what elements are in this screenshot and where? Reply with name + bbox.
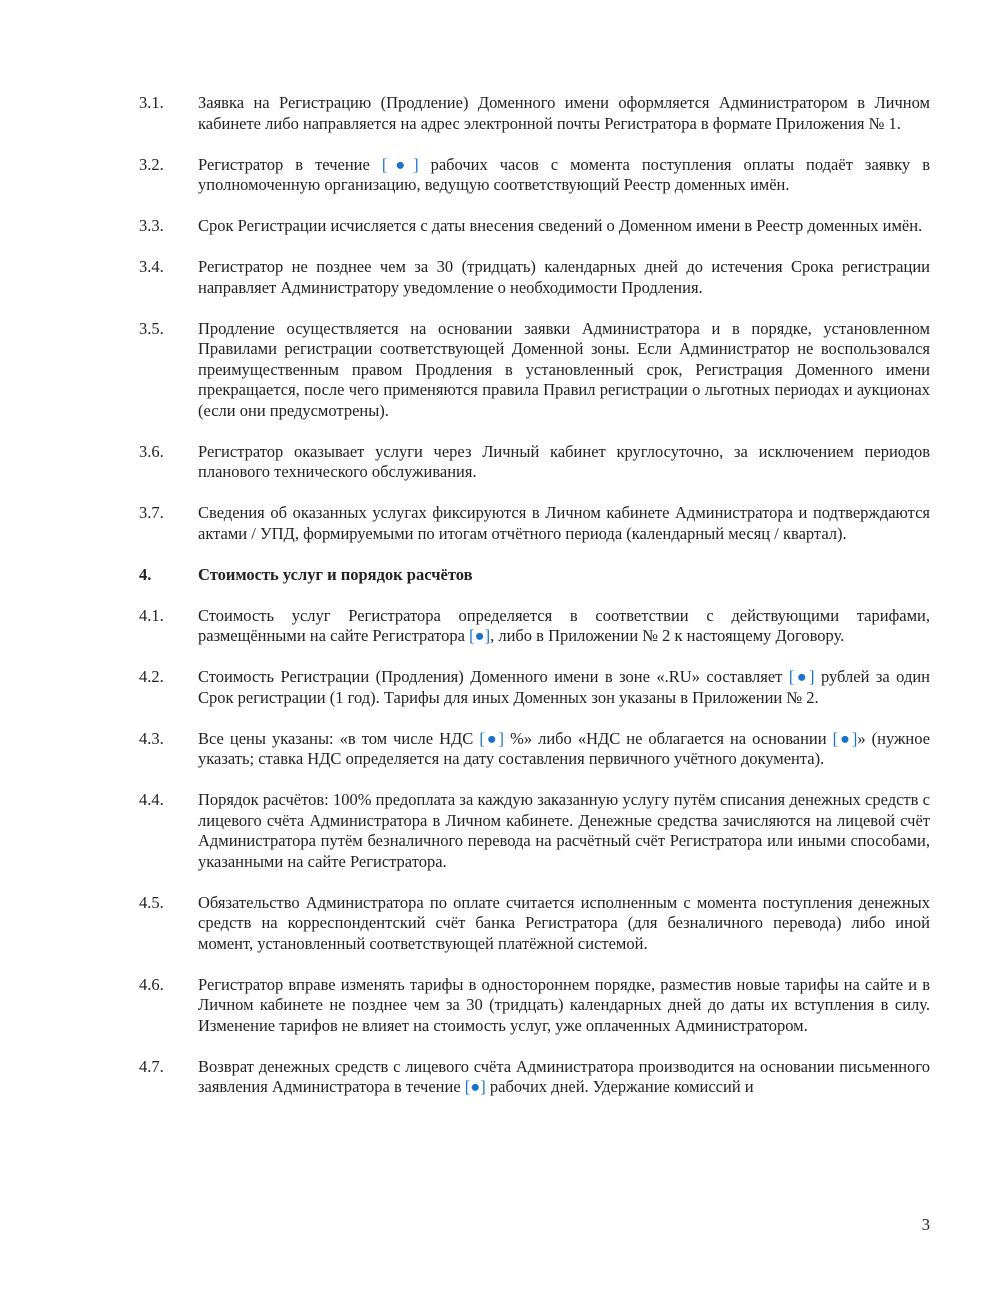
clause-text bbox=[198, 606, 930, 647]
placeholder-field: [●] bbox=[832, 728, 858, 748]
clause-text-fragment: Стоимость Регистрации (Продления) Доменного имени в зоне «.RU» составляет bbox=[198, 667, 789, 686]
clause-text-fragment: рублей за один Срок регистрации (1 год). Тарифы для иных Доменных зон указаны в Приложении № 2. bbox=[198, 667, 930, 707]
clause-text-fragment: рабочих дней. Удержание комиссий и bbox=[485, 1077, 754, 1096]
clause-text-fragment: Регистратор не позднее чем за 30 (тридцать) календарных дней до истечения Срока регистрации направляет Администратору уведомление о необходимости Продления. bbox=[198, 257, 930, 297]
clause-number: 3.7. bbox=[139, 503, 164, 522]
clause-text bbox=[198, 257, 930, 298]
clause bbox=[139, 93, 930, 134]
clause-number: 3.5. bbox=[139, 318, 164, 338]
clause-number: 4.1. bbox=[139, 605, 164, 625]
clause bbox=[139, 442, 930, 483]
section-4-heading bbox=[139, 565, 930, 586]
clause-text-fragment: Возврат денежных средств с лицевого счёта Администратора производится на основании письменного заявления Администратора в течение bbox=[198, 1056, 930, 1096]
clause bbox=[139, 667, 930, 708]
placeholder-field: [●] bbox=[381, 154, 419, 174]
clause-text-fragment: Сведения об оказанных услугах фиксируются в Личном кабинете Администратора и подтверждаются актами / УПД, формируемыми по итогам отчётного периода (календарный месяц / квартал). bbox=[198, 503, 930, 543]
clause bbox=[139, 257, 930, 298]
clause-number: 4.5. bbox=[139, 892, 164, 912]
placeholder-field: [●] bbox=[469, 626, 491, 645]
clause-text bbox=[198, 893, 930, 955]
clause bbox=[139, 975, 930, 1037]
clause-text-fragment: Регистратор в течение bbox=[198, 154, 382, 174]
clause-text-fragment: Регистратор вправе изменять тарифы в одностороннем порядке, разместив новые тарифы на сайте и в Личном кабинете не позднее чем за 30 (тридцать) календарных дней до даты их вступления в силу. Изменение тарифов не влияет на стоимость услуг, уже оплаченных Администратором. bbox=[198, 974, 930, 1035]
clause-text-fragment: Стоимость услуг Регистратора определяется в соответствии с действующими тарифами, размещёнными на сайте Регистратора bbox=[198, 605, 930, 645]
placeholder-field: [●] bbox=[788, 667, 815, 686]
clause-number: 4.7. bbox=[139, 1056, 164, 1076]
document-body bbox=[139, 93, 930, 1118]
clause-number: 4.6. bbox=[139, 974, 164, 994]
clause bbox=[139, 503, 930, 544]
clause-text bbox=[198, 216, 930, 237]
clause-text bbox=[198, 93, 930, 134]
clause-text-fragment: рабочих часов с момента поступления оплаты подаёт заявку в уполномоченную организацию, ведущую соответствующий Реестр доменных имён. bbox=[198, 154, 930, 194]
clause-text-fragment: Порядок расчётов: 100% предоплата за каждую заказанную услугу путём списания денежных средств с лицевого счёта Администратора в Личном кабинете. Денежные средства зачисляются на лицевой счёт Администратора путём безналичного перевода на расчётный счёт Регистратора или иными способами, указанными на сайте Регистратора. bbox=[198, 790, 930, 871]
section-3-clauses bbox=[139, 93, 930, 544]
clause-number: 3.3. bbox=[139, 216, 164, 235]
clause-text bbox=[198, 155, 930, 196]
page-number: 3 bbox=[921, 1215, 930, 1234]
clause-text-fragment: Заявка на Регистрацию (Продление) Доменного имени оформляется Администратором в Личном кабинете либо направляется на адрес электронной почты Регистратора в формате Приложения № 1. bbox=[198, 93, 930, 133]
clause-number: 4.4. bbox=[139, 790, 164, 809]
clause-text bbox=[198, 790, 930, 872]
clause-text-fragment: %» либо «НДС не облагается на основании bbox=[504, 728, 833, 748]
clause-text-fragment: Продление осуществляется на основании заявки Администратора и в порядке, установленном Правилами регистрации соответствующей Доменной зоны. Если Администратор не воспользовался преимущественным правом Продления в установленный срок, Регистрация Доменного имени прекращается, после чего применяются правила Правил регистрации о льготных периодах и аукционах (если они предусмотрены). bbox=[198, 318, 930, 420]
clause bbox=[139, 790, 930, 872]
clause-text bbox=[198, 1057, 930, 1098]
clause-text bbox=[198, 975, 930, 1037]
clause-number: 3.4. bbox=[139, 257, 164, 276]
clause-text bbox=[198, 667, 930, 708]
clause-text-fragment: Все цены указаны: «в том числе НДС bbox=[198, 728, 480, 748]
clause-text-fragment: Срок Регистрации исчисляется с даты внесения сведений о Доменном имени в Реестр доменных имён. bbox=[198, 216, 923, 235]
clause-text bbox=[198, 442, 930, 483]
clause-text bbox=[198, 319, 930, 422]
clause-number: 3.1. bbox=[139, 93, 164, 112]
section-title: Стоимость услуг и порядок расчётов bbox=[198, 564, 473, 584]
clause bbox=[139, 729, 930, 770]
clause bbox=[139, 155, 930, 196]
clause-text-fragment: Регистратор оказывает услуги через Личный кабинет круглосуточно, за исключением периодов планового технического обслуживания. bbox=[198, 441, 930, 481]
clause bbox=[139, 893, 930, 955]
clause-text bbox=[198, 729, 930, 770]
section-4-clauses bbox=[139, 606, 930, 1098]
clause bbox=[139, 216, 930, 237]
section-number: 4. bbox=[139, 564, 152, 584]
placeholder-field: [●] bbox=[479, 728, 505, 748]
clause-number: 3.2. bbox=[139, 154, 164, 174]
clause-number: 4.2. bbox=[139, 667, 164, 686]
clause-text bbox=[198, 503, 930, 544]
clause-number: 4.3. bbox=[139, 728, 164, 748]
placeholder-field: [●] bbox=[464, 1077, 486, 1096]
clause-number: 3.6. bbox=[139, 441, 164, 461]
clause-text-fragment: , либо в Приложении № 2 к настоящему Договору. bbox=[490, 626, 845, 645]
clause-text-fragment: Обязательство Администратора по оплате считается исполненным с момента поступления денежных средств на корреспондентский счёт банка Регистратора (для безналичного перевода) либо иной момент, установленный соответствующей платёжной системой. bbox=[198, 892, 930, 953]
clause bbox=[139, 1057, 930, 1098]
clause bbox=[139, 606, 930, 647]
clause bbox=[139, 319, 930, 422]
clause-text-fragment: » (нужное указать; ставка НДС определяется на дату составления первичного учётного документа). bbox=[198, 728, 930, 768]
